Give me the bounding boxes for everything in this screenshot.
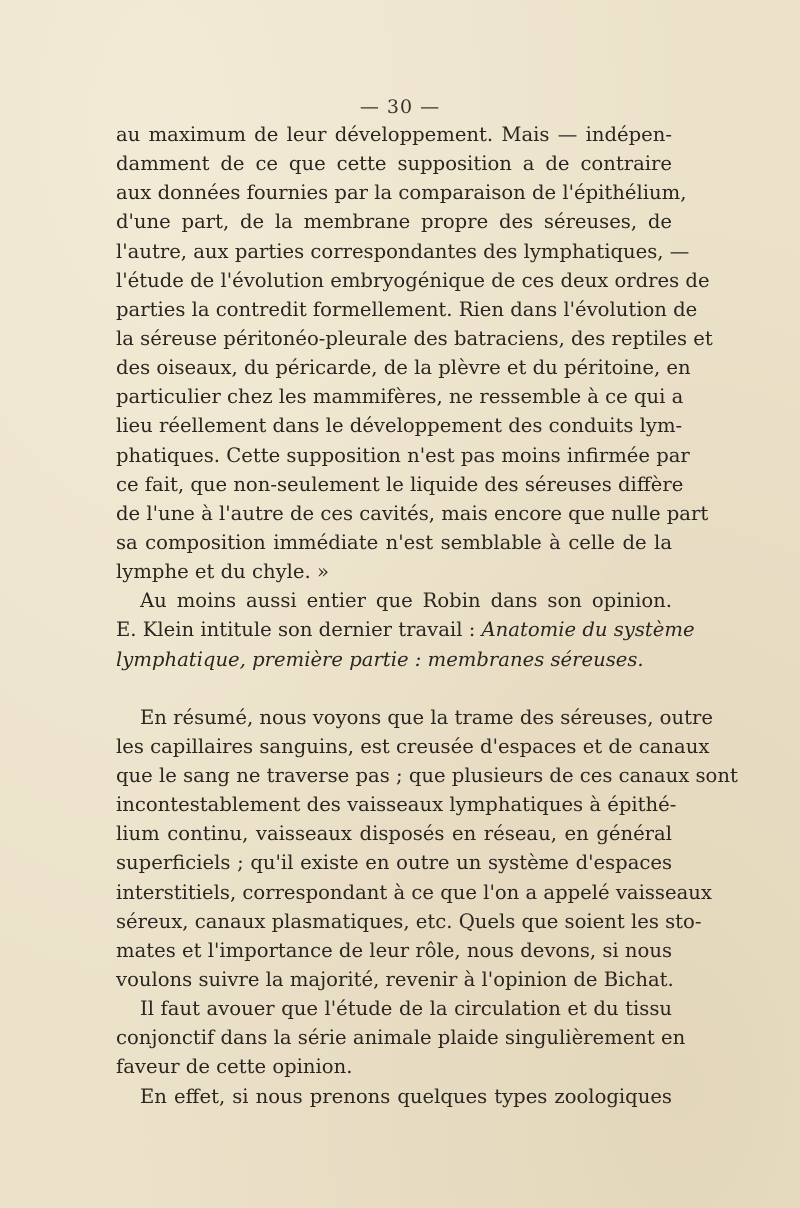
text-line: Il faut avouer que l'étude de la circulation et du tissu [140,997,672,1021]
text-line: En résumé, nous voyons que la trame des séreuses, outre [140,705,713,729]
text-line: mates et l'importance de leur rôle, nous devons, si nous [116,938,672,962]
text-line: l'étude de l'évolution embryogénique de ces deux ordres de [116,268,710,292]
text-line: aux données fournies par la comparaison de l'épithélium, [116,181,687,205]
text-line: lymphe et du chyle. » [116,560,329,584]
text-line: sa composition immédiate n'est semblable à celle de la [116,530,672,554]
text-line: séreux, canaux plasmatiques, etc. Quels que soient les sto- [116,909,702,933]
work-title: Anatomie du système [481,618,695,642]
text-line: lium continu, vaisseaux disposés en réseau, en général [116,822,672,846]
text-line: incontestablement des vaisseaux lymphatiques à épithé- [116,793,677,817]
body-text [116,120,738,1111]
text-line: des oiseaux, du péricarde, de la plèvre et du péritoine, en [116,356,691,380]
text-line: d'une part, de la membrane propre des séreuses, de [116,210,672,234]
text-line: de l'une à l'autre de ces cavités, mais encore que nulle part [116,501,709,525]
text-line: faveur de cette opinion. [116,1055,353,1079]
paragraph [116,703,738,994]
text-line [116,615,695,644]
text-line: parties la contredit formellement. Rien dans l'évolution de [116,297,698,321]
paragraph-spacer [116,674,672,703]
page-number: — 30 — [359,96,441,118]
text-line: conjonctif dans la série animale plaide singulièrement en [116,1026,686,1050]
text-line: la séreuse péritonéo-pleurale des batraciens, des reptiles et [116,326,713,350]
text-line: que le sang ne traverse pas ; que plusieurs de ces canaux sont [116,763,738,787]
text-run: E. Klein intitule son dernier travail : [116,618,482,642]
text-line: ce fait, que non-seulement le liquide des séreuses diffère [116,472,684,496]
text-line: au maximum de leur développement. Mais — indépen- [116,123,672,146]
paragraph [116,1082,672,1111]
paragraph [116,586,695,673]
text-line: particulier chez les mammifères, ne ressemble à ce qui a [116,385,684,409]
text-line: lieu réellement dans le développement des conduits lym- [116,414,683,438]
text-line: damment de ce que cette supposition a de contraire [116,152,672,176]
text-line: l'autre, aux parties correspondantes des lymphatiques, — [116,239,690,263]
text-line: Au moins aussi entier que Robin dans son opinion. [140,589,672,613]
paragraph [116,994,686,1081]
text-line: phatiques. Cette supposition n'est pas moins infirmée par [116,443,690,467]
text-line: voulons suivre la majorité, revenir à l'opinion de Bichat. [116,967,674,991]
text-line: les capillaires sanguins, est creusée d'espaces et de canaux [116,734,710,758]
text-line: superficiels ; qu'il existe en outre un système d'espaces [116,851,672,875]
text-line: interstitiels, correspondant à ce que l'on a appelé vaisseaux [116,880,712,904]
text-line: lymphatique, première partie : membranes séreuses. [116,647,644,671]
paragraph [116,120,713,586]
text-line: En effet, si nous prenons quelques types zoologiques [140,1084,672,1108]
